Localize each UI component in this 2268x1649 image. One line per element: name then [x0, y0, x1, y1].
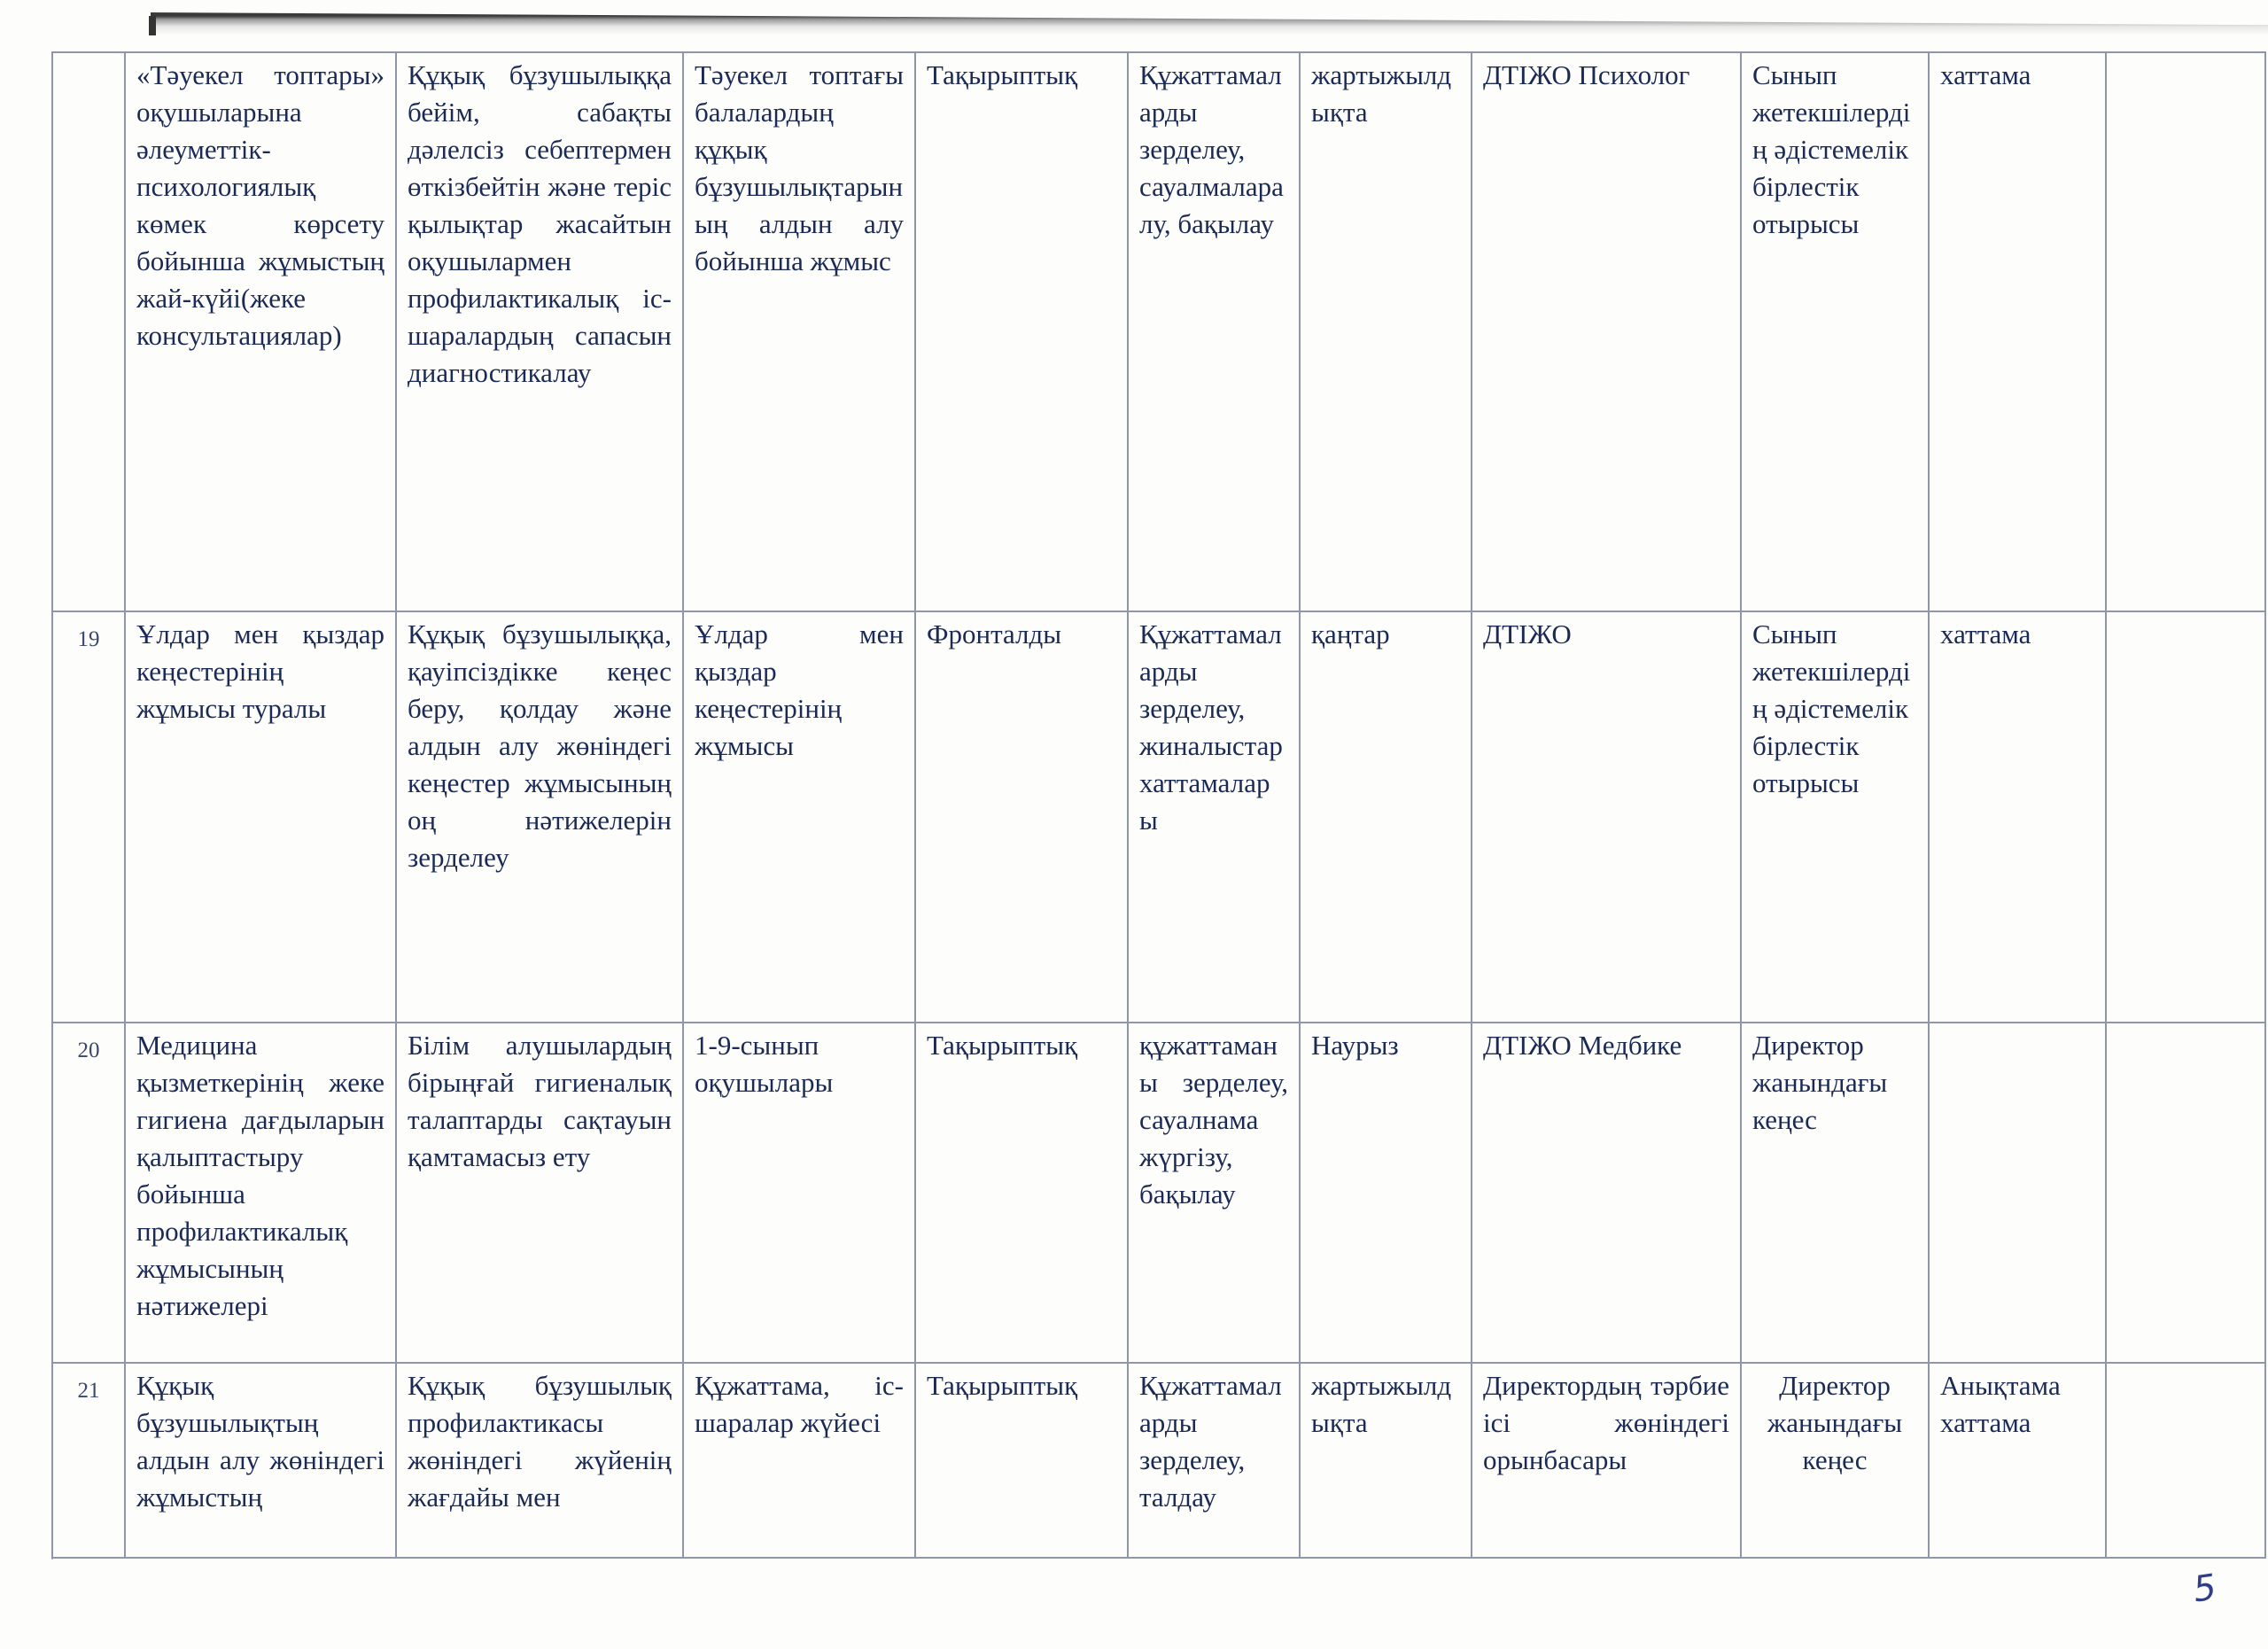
review-cell: Директор жанындағы кеңес	[1741, 1363, 1929, 1558]
responsible-cell: ДТІЖО Психолог	[1472, 52, 1741, 611]
period-cell: Наурыз	[1300, 1023, 1472, 1363]
method-cell: құжаттаманы зерделеу, сауалнама жүргізу, бақылау	[1128, 1023, 1300, 1363]
result-cell	[1929, 1023, 2106, 1363]
table-row	[52, 611, 2265, 1023]
responsible-cell: ДТІЖО	[1472, 611, 1741, 1023]
row-number: 20	[52, 1023, 125, 1363]
method-cell: Құжаттамаларды зерделеу, жиналыстар хаттамалары	[1128, 611, 1300, 1023]
row-number	[52, 52, 125, 611]
control-type-cell: Тақырыптық	[915, 1023, 1128, 1363]
object-cell: Ұлдар мен қыздар кеңестерінің жұмысы	[683, 611, 915, 1023]
object-cell: 1-9-сынып оқушылары	[683, 1023, 915, 1363]
responsible-cell: Директордың тәрбие ісі жөніндегі орынбасары	[1472, 1363, 1741, 1558]
object-cell: Құжаттама, іс-шаралар жүйесі	[683, 1363, 915, 1558]
empty-cell	[2106, 611, 2265, 1023]
review-cell: Директор жанындағы кеңес	[1741, 1023, 1929, 1363]
event-cell: Медицина қызметкерінің жеке гигиена дағдыларын қалыптастыру бойынша профилактикалық жұмысының нәтижелері	[125, 1023, 396, 1363]
review-cell: Сынып жетекшілердің әдістемелік бірлестік отырысы	[1741, 611, 1929, 1023]
period-cell: жартыжылдықта	[1300, 52, 1472, 611]
object-cell: Тәуекел топтағы балалардың құқық бұзушылықтарының алдын алу бойынша жұмыс	[683, 52, 915, 611]
method-cell: Құжаттамаларды зерделеу, талдау	[1128, 1363, 1300, 1558]
event-cell: Ұлдар мен қыздар кеңестерінің жұмысы туралы	[125, 611, 396, 1023]
event-cell: «Тәуекел топтары» оқушыларына әлеуметтік-психологиялық көмек көрсету бойынша жұмыстың жай-күйі(жеке консультациялар)	[125, 52, 396, 611]
control-type-cell: Тақырыптық	[915, 1363, 1128, 1558]
result-cell: хаттама	[1929, 611, 2106, 1023]
responsible-cell: ДТІЖО Медбике	[1472, 1023, 1741, 1363]
goal-cell: Құқық бұзушылыққа бейім, сабақты дәлелсіз себептермен өткізбейтін және теріс қылықтар жасайтын оқушылармен профилактикалық іс-шаралардың сапасын диагностикалау	[396, 52, 683, 611]
page-number: 5	[2190, 1567, 2219, 1611]
scan-mark	[149, 16, 156, 35]
table-row	[52, 1023, 2265, 1363]
method-cell: Құжаттамаларды зерделеу, сауалмаларалу, бақылау	[1128, 52, 1300, 611]
period-cell: жартыжылдықта	[1300, 1363, 1472, 1558]
goal-cell: Білім алушылардың бірыңғай гигиеналық талаптарды сақтауын қамтамасыз ету	[396, 1023, 683, 1363]
empty-cell	[2106, 1023, 2265, 1363]
goal-cell: Құқық бұзушылыққа, қауіпсіздікке кеңес беру, қолдау және алдын алу жөніндегі кеңестер жұмысының оң нәтижелерін зерделеу	[396, 611, 683, 1023]
event-cell: Құқық бұзушылықтың алдын алу жөніндегі жұмыстың	[125, 1363, 396, 1558]
period-cell: қаңтар	[1300, 611, 1472, 1023]
review-cell: Сынып жетекшілердің әдістемелік бірлестік отырысы	[1741, 52, 1929, 611]
table-row	[52, 1363, 2265, 1558]
result-cell: Анықтама хаттама	[1929, 1363, 2106, 1558]
row-number: 19	[52, 611, 125, 1023]
table-row	[52, 52, 2265, 611]
control-type-cell: Фронталды	[915, 611, 1128, 1023]
empty-cell	[2106, 52, 2265, 611]
result-cell: хаттама	[1929, 52, 2106, 611]
scan-top-edge	[151, 12, 2268, 35]
empty-cell	[2106, 1363, 2265, 1558]
control-type-cell: Тақырыптық	[915, 52, 1128, 611]
goal-cell: Құқық бұзушылық профилактикасы жөніндегі жүйенің жағдайы мен	[396, 1363, 683, 1558]
control-plan-table	[51, 51, 2266, 1559]
row-number: 21	[52, 1363, 125, 1558]
